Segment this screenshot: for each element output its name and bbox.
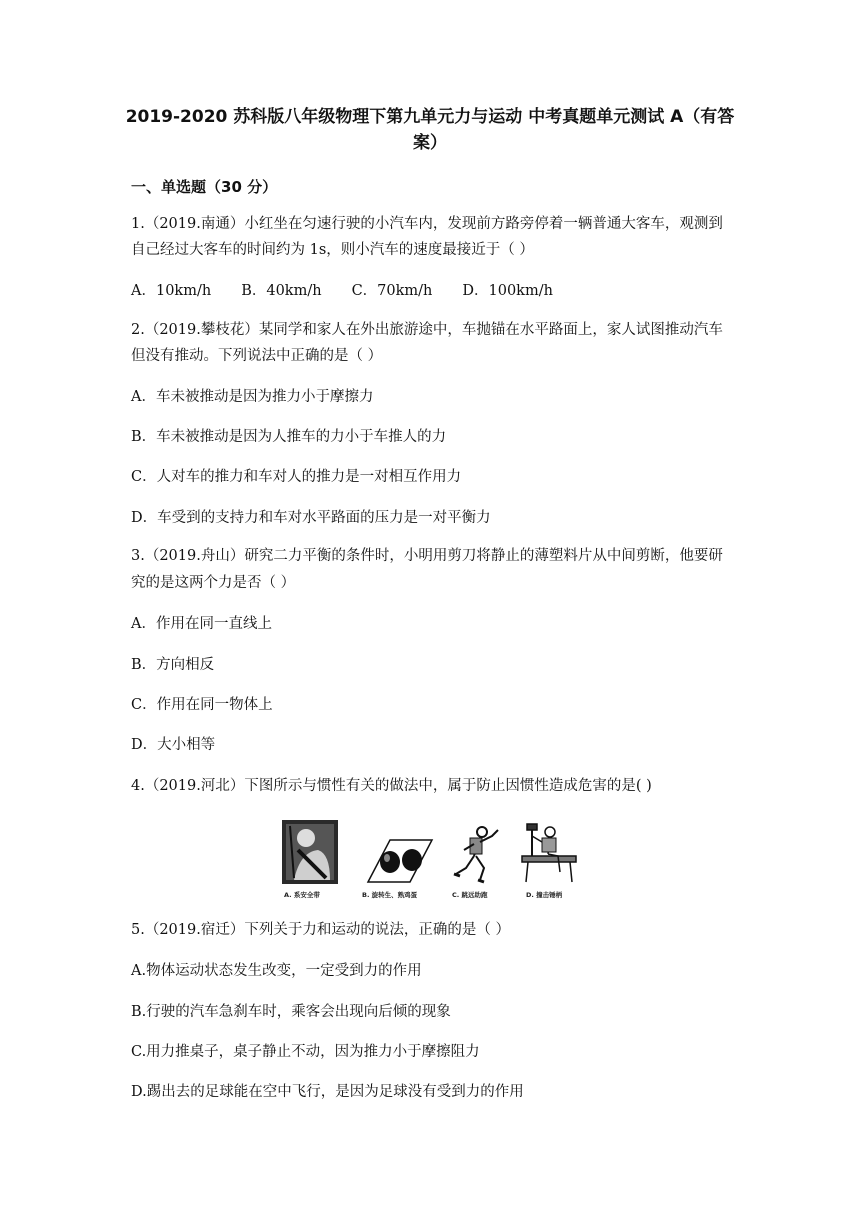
q2-option-a: A．车未被推动是因为推力小于摩擦力	[131, 389, 374, 405]
q3-stem-line-1: 3.（2019.舟山）研究二力平衡的条件时，小明用剪刀将静止的薄塑料片从中间剪断，他要研	[131, 548, 723, 564]
q1-options	[131, 281, 741, 301]
q3-stem-line-2: 究的是这两个力是否（ ）	[131, 575, 296, 591]
document-title	[120, 104, 740, 156]
q3-option-d: D．大小相等	[131, 737, 216, 753]
q2-option-c: C．人对车的推力和车对人的推力是一对相互作用力	[131, 469, 462, 485]
figure-panel-d	[522, 824, 576, 882]
q2-stem-line-2: 但没有推动。下列说法中正确的是（ ）	[131, 348, 383, 364]
q5-option-d: D.踢出去的足球能在空中飞行，是因为足球没有受到力的作用	[131, 1084, 524, 1100]
q3-option-c: C．作用在同一物体上	[131, 697, 273, 713]
figure-caption-b: B. 旋转生、熟鸡蛋	[362, 891, 418, 899]
q2-option-d: D．车受到的支持力和车对水平路面的压力是一对平衡力	[131, 510, 491, 526]
q1-stem-line-1: 1.（2019.南通）小红坐在匀速行驶的小汽车内，发现前方路旁停着一辆普通大客车，观测到	[131, 216, 723, 232]
q3-option-a: A．作用在同一直线上	[131, 616, 272, 632]
q1-option-b: B．40km/h	[241, 283, 322, 299]
q5-option-c: C.用力推桌子，桌子静止不动，因为推力小于摩擦阻力	[131, 1044, 480, 1060]
q4-figure	[270, 816, 590, 902]
q5-option-b: B.行驶的汽车急刹车时，乘客会出现向后倾的现象	[131, 1004, 451, 1020]
q1-stem-line-2: 自己经过大客车的时间约为 1s，则小汽车的速度最接近于（ ）	[131, 242, 534, 258]
q2-option-b: B．车未被推动是因为人推车的力小于车推人的力	[131, 429, 447, 445]
figure-caption-d: D. 撞击锤柄	[526, 891, 563, 899]
q1-option-a: A．10km/h	[131, 283, 212, 299]
title-line-1: 2019-2020 苏科版八年级物理下第九单元力与运动 中考真题单元测试 A（有答	[125, 107, 735, 127]
q5-option-a: A.物体运动状态发生改变，一定受到力的作用	[131, 963, 422, 979]
figure-panel-a	[282, 820, 338, 884]
q1-option-d: D．100km/h	[462, 283, 553, 299]
figure-caption-c: C. 跳远助跑	[452, 891, 488, 899]
section-heading: 一、单选题（30 分）	[131, 178, 278, 196]
q4-stem-line-1: 4.（2019.河北）下图所示与惯性有关的做法中，属于防止因惯性造成危害的是( )	[131, 778, 652, 794]
q5-stem-line-1: 5.（2019.宿迁）下列关于力和运动的说法，正确的是（ ）	[131, 922, 510, 938]
q3-option-b: B．方向相反	[131, 657, 215, 673]
figure-panel-c	[454, 827, 498, 882]
q2-stem-line-1: 2.（2019.攀枝花）某同学和家人在外出旅游途中，车抛锚在水平路面上，家人试图推动汽车	[131, 322, 723, 338]
title-line-2: 案）	[413, 133, 447, 153]
figure-panel-b	[368, 840, 432, 882]
figure-caption-a: A. 系安全带	[284, 891, 320, 899]
q1-option-c: C．70km/h	[351, 283, 433, 299]
